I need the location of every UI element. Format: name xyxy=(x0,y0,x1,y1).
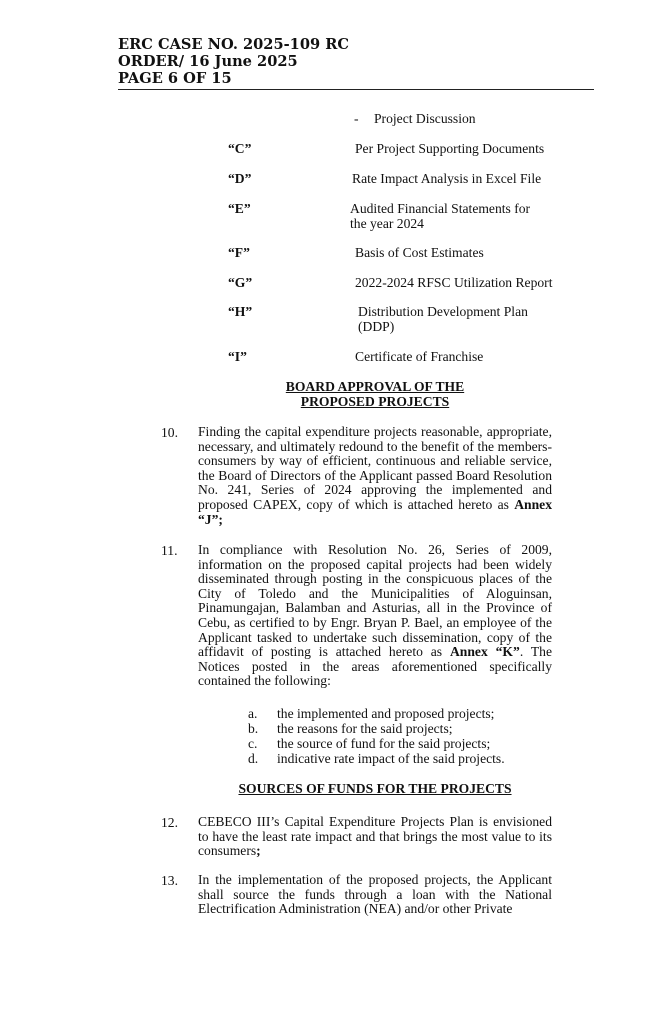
annex-letter-h: “H” xyxy=(228,304,253,319)
project-discussion-item: Project Discussion xyxy=(374,111,476,126)
paragraph-12-semicolon: ; xyxy=(256,843,261,859)
section-heading-board-approval xyxy=(100,379,650,409)
annex-letter-d: “D” xyxy=(228,171,252,186)
section-heading-line1: BOARD APPROVAL OF THE xyxy=(285,379,465,394)
paragraph-number-11: 11. xyxy=(161,543,178,558)
annex-desc-h-line1: Distribution Development Plan xyxy=(358,304,528,319)
list-item-b: the reasons for the said projects; xyxy=(277,721,453,736)
paragraph-number-12: 12. xyxy=(161,815,178,830)
list-mark-b: b. xyxy=(248,721,259,736)
annex-letter-f: “F” xyxy=(228,245,250,260)
list-item-a: the implemented and proposed projects; xyxy=(277,706,495,721)
page-number: PAGE 6 OF 15 xyxy=(118,70,232,87)
paragraph-number-13: 13. xyxy=(161,873,178,888)
annex-j-ref: Annex “J”; xyxy=(198,496,552,527)
paragraph-12 xyxy=(198,815,552,859)
annex-desc-f: Basis of Cost Estimates xyxy=(355,245,484,260)
paragraph-number-10: 10. xyxy=(161,425,178,440)
annex-letter-i: “I” xyxy=(228,349,247,364)
annex-letter-e: “E” xyxy=(228,201,251,216)
annex-letter-c: “C” xyxy=(228,141,252,156)
paragraph-11-text: In compliance with Resolution No. 26, Series of 2009, information on the proposed capital projects had been widely disseminated through posting in the conspicuous places of the City of Toledo and the Municipalities of Aloguinsan, Pinamungajan, Balamban and Asturias, all in the Province of Cebu, as certified to by Engr. Bryan P. Bael, an employee of the Applicant tasked to undertake such dissemination, copy of the affidavit of posting is attached hereto as xyxy=(198,542,552,660)
list-item-c: the source of fund for the said projects; xyxy=(277,736,491,751)
order-date: ORDER/ 16 June 2025 xyxy=(118,53,298,70)
section-heading-sources-of-funds: SOURCES OF FUNDS FOR THE PROJECTS xyxy=(238,781,512,796)
case-header xyxy=(118,36,594,90)
annex-k-ref: Annex “K” xyxy=(449,644,520,660)
annex-desc-i: Certificate of Franchise xyxy=(355,349,484,364)
annex-letter-g: “G” xyxy=(228,275,253,290)
list-item-d: indicative rate impact of the said projects. xyxy=(277,751,505,766)
case-number: ERC CASE NO. 2025-109 RC xyxy=(118,36,349,53)
paragraph-10 xyxy=(198,425,552,527)
annex-desc-e-line1: Audited Financial Statements for xyxy=(350,201,531,216)
bullet-dash: - xyxy=(354,111,359,126)
paragraph-13: In the implementation of the proposed projects, the Applicant shall source the funds through a loan with the National Electrification Administration (NEA) and/or other Private xyxy=(198,872,552,917)
paragraph-12-text: CEBECO III’s Capital Expenditure Projects Plan is envisioned to have the least rate impact and that brings the most value to its consumers xyxy=(198,814,552,859)
paragraph-11 xyxy=(198,543,552,689)
annex-desc-c: Per Project Supporting Documents xyxy=(355,141,545,156)
annex-desc-d: Rate Impact Analysis in Excel File xyxy=(352,171,542,186)
list-mark-c: c. xyxy=(248,736,258,751)
section-heading-line2: PROPOSED PROJECTS xyxy=(300,394,450,409)
list-mark-a: a. xyxy=(248,706,258,721)
annex-desc-h-line2: (DDP) xyxy=(358,319,395,334)
annex-desc-g: 2022-2024 RFSC Utilization Report xyxy=(355,275,553,290)
list-mark-d: d. xyxy=(248,751,259,766)
paragraph-11-text-cont: . The Notices posted in the areas aforementioned specifically contained the following: xyxy=(198,644,552,689)
paragraph-10-text: Finding the capital expenditure projects reasonable, appropriate, necessary, and ultimately redound to the benefit of the members-consumers by way of efficient, continuous and reliable service, the Board of Directors of the Applicant passed Board Resolution No. 241, Series of 2024 approving the implemented and proposed CAPEX, copy of which is attached hereto as xyxy=(198,424,552,512)
annex-desc-e-line2: the year 2024 xyxy=(350,216,424,231)
